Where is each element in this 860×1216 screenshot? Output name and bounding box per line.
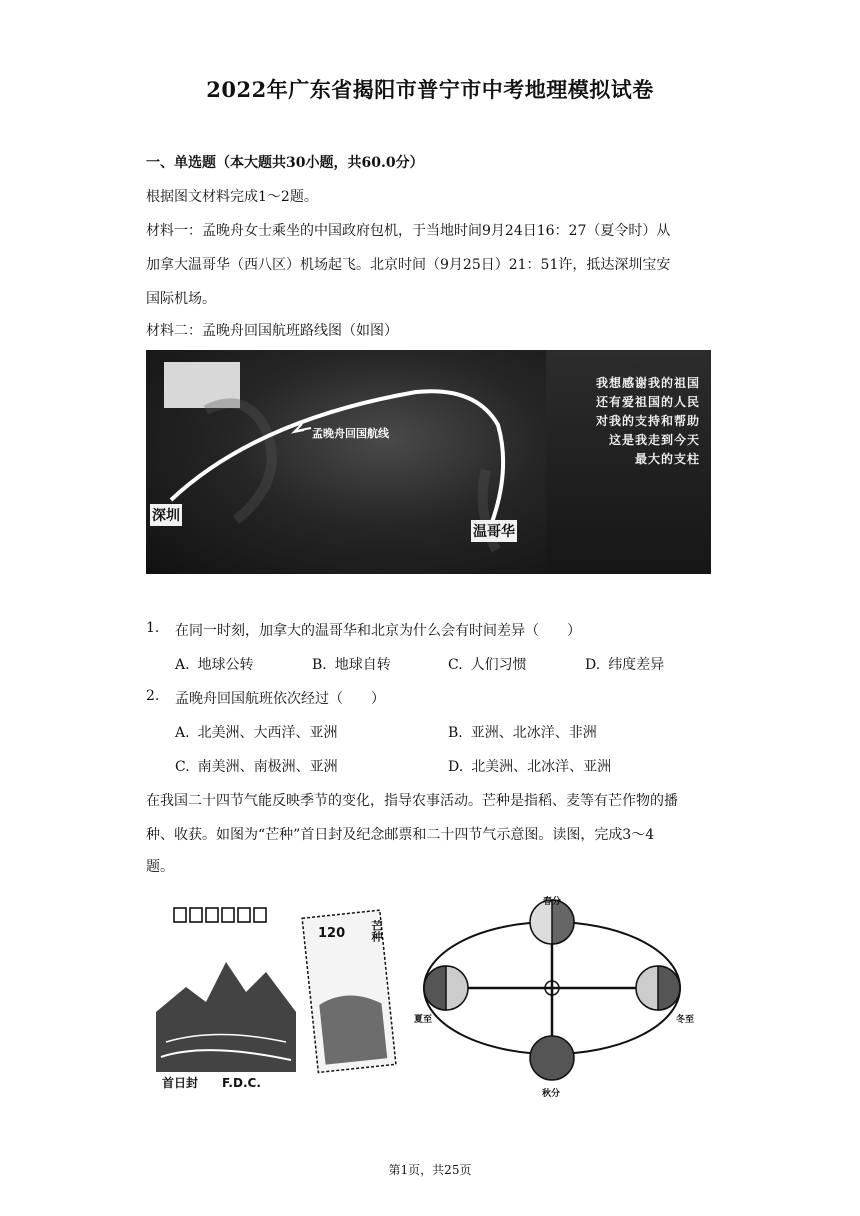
orbit-label-summer-solstice: 夏至	[414, 1015, 433, 1025]
page-title: 2022年广东省揭阳市普宁市中考地理模拟试卷	[206, 77, 654, 102]
orbit-label-autumn-equinox: 秋分	[542, 1089, 561, 1099]
quote-line: 这是我走到今天	[608, 433, 700, 447]
quote-line: 还有爱祖国的人民	[595, 395, 700, 409]
option-a: A. 地球公转	[175, 657, 254, 673]
option-d: D. 北美洲、北冰洋、亚洲	[448, 759, 612, 775]
solar-terms-figure	[146, 892, 706, 1102]
intro-3-4-line-2: 种、收获。如图为“芒种”首日封及纪念邮票和二十四节气示意图。读图，完成3～4	[146, 827, 655, 843]
question-number: 1.	[146, 620, 160, 636]
flight-route-map	[146, 350, 711, 574]
intro-3-4-line-1: 在我国二十四节气能反映季节的变化，指导农事活动。芒种是指稻、麦等有芒作物的播	[146, 793, 678, 809]
question-text: 孟晚舟回国航班依次经过（ ）	[175, 691, 385, 707]
option-b: B. 亚洲、北冰洋、非洲	[448, 725, 597, 741]
city-label-shenzhen: 深圳	[150, 504, 182, 526]
option-a: A. 北美洲、大西洋、亚洲	[175, 725, 338, 741]
first-day-cover-label: 首日封 F.D.C.	[162, 1076, 261, 1090]
orbit-label-spring-equinox: 春分	[543, 897, 562, 907]
route-label: 孟晚舟回国航线	[312, 427, 389, 440]
option-c: C. 人们习惯	[448, 657, 527, 673]
city-label-vancouver: 温哥华	[471, 520, 517, 542]
page-footer: 第1页，共25页	[388, 1163, 472, 1177]
intro-3-4-line-3: 题。	[146, 859, 174, 875]
material-1-line-3: 国际机场。	[146, 291, 216, 307]
question-number: 2.	[146, 688, 160, 704]
option-b: B. 地球自转	[312, 657, 391, 673]
stamp-value: 120	[318, 926, 346, 941]
orbit-label-winter-solstice: 冬至	[676, 1015, 695, 1025]
material-1-line-1: 材料一：孟晚舟女士乘坐的中国政府包机，于当地时间9月24日16：27（夏令时）从	[146, 223, 671, 239]
option-c: C. 南美洲、南极洲、亚洲	[175, 759, 338, 775]
quote-line: 我想感谢我的祖国	[595, 376, 700, 390]
quote-line: 对我的支持和帮助	[595, 414, 700, 428]
quote-text	[560, 374, 700, 469]
quote-line: 最大的支柱	[634, 452, 700, 466]
section-heading: 一、单选题（本大题共30小题，共60.0分）	[146, 155, 424, 171]
stamp-title: 芒种	[370, 920, 383, 942]
question-text: 在同一时刻，加拿大的温哥华和北京为什么会有时间差异（ ）	[175, 623, 581, 639]
first-day-cover-drawing	[146, 892, 706, 1102]
material-1-line-2: 加拿大温哥华（西八区）机场起飞。北京时间（9月25日）21：51许，抵达深圳宝安	[146, 257, 671, 273]
material-2: 材料二：孟晚舟回国航班路线图（如图）	[146, 323, 398, 339]
option-d: D. 纬度差异	[585, 657, 665, 673]
intro-questions-1-2: 根据图文材料完成1～2题。	[146, 189, 318, 205]
